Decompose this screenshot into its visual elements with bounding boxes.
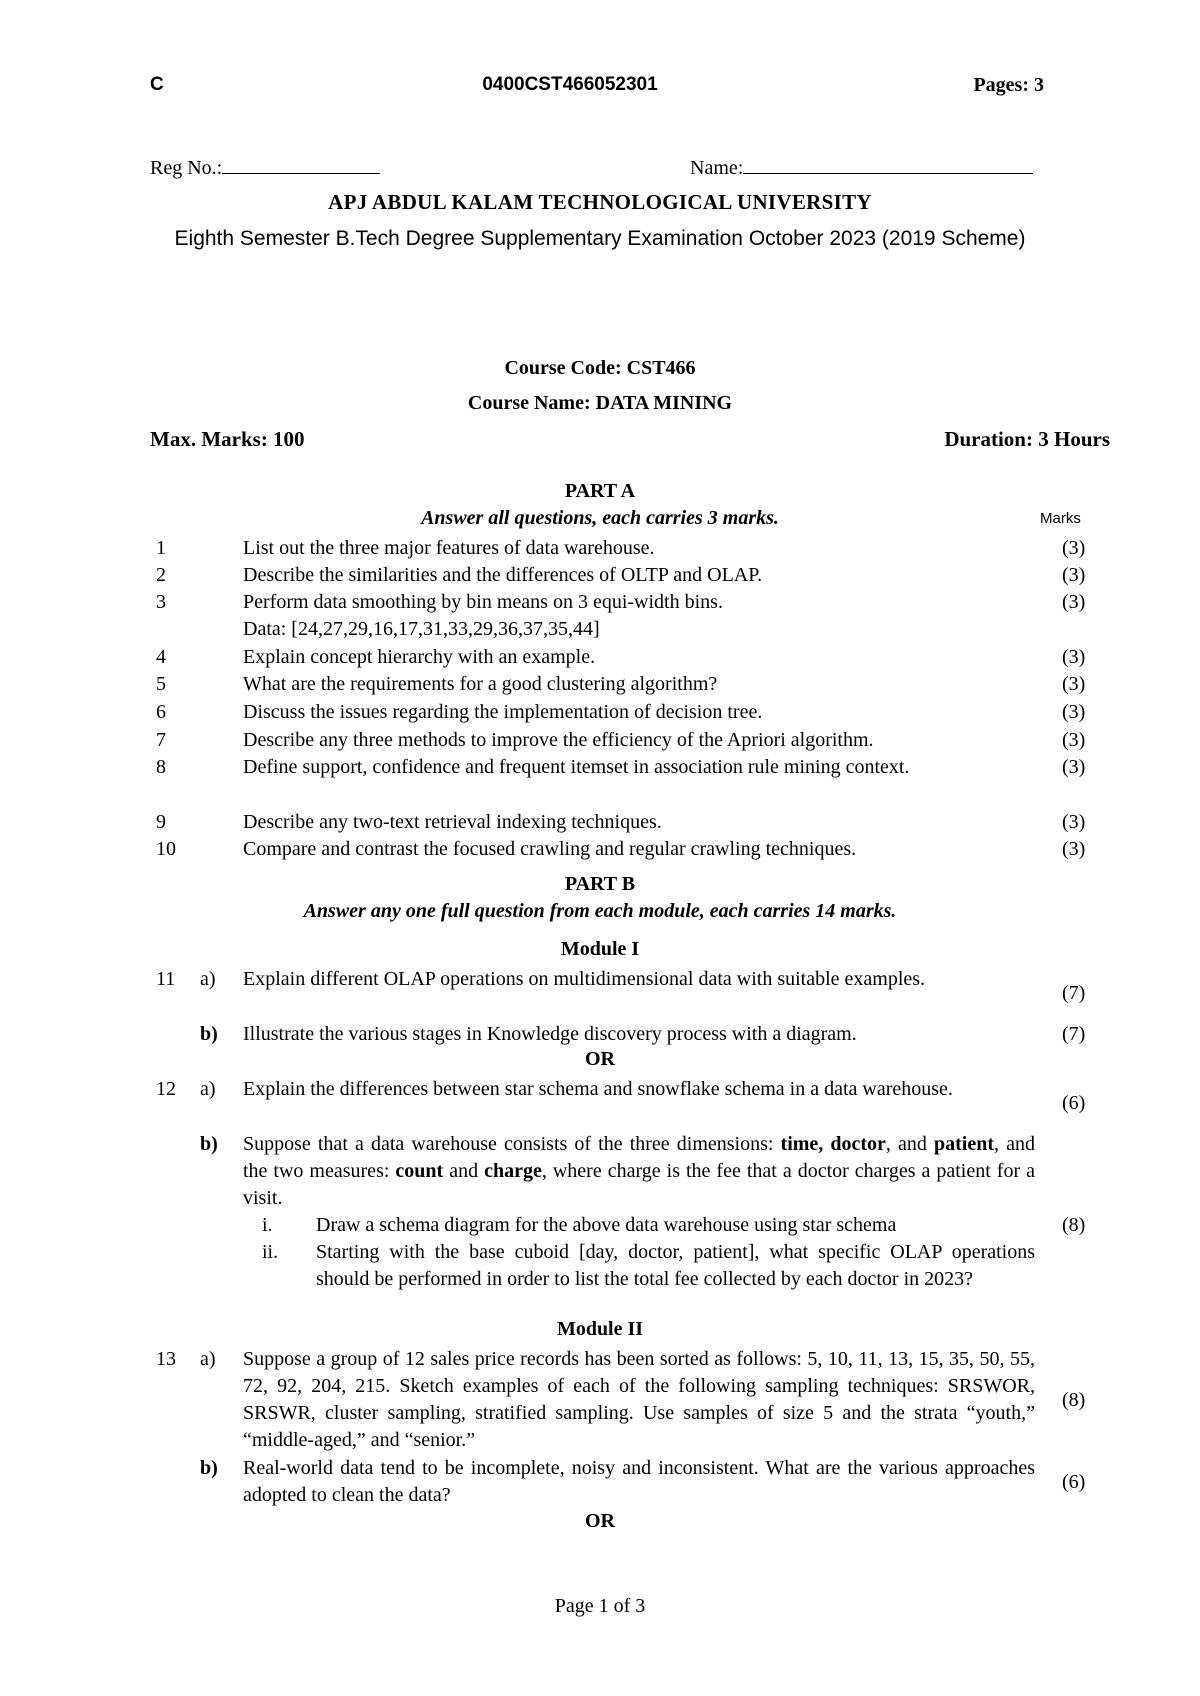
question-number: 9 (156, 811, 166, 833)
question-text: Define support, confidence and frequent itemset in association rule mining context. (243, 756, 910, 778)
question-text: Explain different OLAP operations on multidimensional data with suitable examples. (243, 968, 926, 990)
name-blank (743, 155, 1033, 174)
sub-label: a) (200, 968, 216, 990)
question-text: Suppose a group of 12 sales price records has been sorted as follows: 5, 10, 11, 13, 15, 35, 50, 55, 72, 92, 204, 215. Sketch examples of each of the following sampling techniques: SRSWOR, SRSWR, cluster sampling, stratified sampling. Use samples of size 5 and the strata “youth,” “middle-aged,” and “senior.” (243, 1348, 1035, 1451)
reg-no-field (150, 155, 380, 180)
sub-label: a) (200, 1348, 216, 1370)
question-number: 10 (156, 838, 176, 860)
question-marks: (3) (1062, 673, 1086, 695)
question-marks: (3) (1062, 537, 1086, 559)
marks-column-label: Marks (1040, 510, 1081, 527)
course-code: Course Code: CST466 (504, 357, 696, 379)
paper-code: 0400CST466052301 (482, 74, 658, 95)
question-number: 4 (156, 646, 166, 668)
part-b-title: PART B (564, 873, 636, 895)
question-text: Real-world data tend to be incomplete, noisy and inconsistent. What are the various approaches adopted to clean the data? (243, 1457, 1035, 1506)
question-marks: (3) (1062, 646, 1086, 668)
question-data-line: Data: [24,27,29,16,17,31,33,29,36,37,35,44] (243, 618, 600, 640)
exam-title: Eighth Semester B.Tech Degree Supplementary Examination October 2023 (2019 Scheme) (174, 227, 1026, 250)
question-number: 3 (156, 591, 166, 613)
module-1-heading: Module I (560, 938, 640, 960)
question-marks: (8) (1062, 1389, 1086, 1411)
question-text: Describe the similarities and the differences of OLTP and OLAP. (243, 564, 763, 586)
roman-label: ii. (262, 1241, 279, 1263)
question-marks: (3) (1062, 591, 1086, 613)
question-text: Explain concept hierarchy with an example. (243, 646, 596, 668)
question-number: 6 (156, 701, 166, 723)
course-name: Course Name: DATA MINING (467, 392, 733, 414)
question-number: 11 (156, 968, 176, 990)
question-marks: (6) (1062, 1471, 1086, 1493)
sub-label: b) (200, 1457, 218, 1479)
question-number: 13 (156, 1348, 176, 1370)
bold-term: time, doctor (780, 1133, 886, 1155)
part-a-instruction: Answer all questions, each carries 3 marks. (421, 507, 779, 529)
bold-term: count (395, 1160, 444, 1182)
bold-term: charge (484, 1160, 542, 1182)
question-text: Describe any three methods to improve the efficiency of the Apriori algorithm. (243, 729, 874, 751)
max-marks: Max. Marks: 100 (150, 427, 305, 451)
page-header (0, 74, 1200, 104)
question-marks: (3) (1062, 756, 1086, 778)
question-number: 1 (156, 537, 166, 559)
question-text: Suppose that a data warehouse consists of the three dimensions: time, doctor, and patient, and the two measures: count and charge, where charge is the fee that a doctor charges a patient for a visit. (243, 1133, 1035, 1209)
question-text: Discuss the issues regarding the implementation of decision tree. (243, 701, 763, 723)
part-b-instruction: Answer any one full question from each module, each carries 14 marks. (303, 900, 897, 922)
roman-label: i. (262, 1214, 273, 1236)
question-text: Illustrate the various stages in Knowledge discovery process with a diagram. (243, 1023, 857, 1045)
question-number: 5 (156, 673, 166, 695)
question-text: Draw a schema diagram for the above data warehouse using star schema (316, 1214, 897, 1236)
sub-label: a) (200, 1078, 216, 1100)
marks-duration-row (150, 427, 1110, 452)
reg-no-label: Reg No.: (150, 157, 223, 179)
module-2-heading: Module II (556, 1318, 644, 1340)
question-text: List out the three major features of data warehouse. (243, 537, 655, 559)
question-number: 7 (156, 729, 166, 751)
question-text-line1: Perform data smoothing by bin means on 3 equi-width bins. (243, 591, 723, 613)
question-number: 8 (156, 756, 166, 778)
question-marks: (3) (1062, 729, 1086, 751)
series-code: C (150, 74, 164, 95)
sub-label: b) (200, 1023, 218, 1045)
question-marks: (8) (1062, 1214, 1086, 1236)
question-text: Describe any two-text retrieval indexing techniques. (243, 811, 662, 833)
reg-no-blank (222, 155, 380, 174)
question-text: Compare and contrast the focused crawling and regular crawling techniques. (243, 838, 857, 860)
question-text: What are the requirements for a good clustering algorithm? (243, 673, 718, 695)
name-label: Name: (690, 157, 744, 179)
university-name: APJ ABDUL KALAM TECHNOLOGICAL UNIVERSITY (328, 190, 872, 214)
question-number: 2 (156, 564, 166, 586)
question-marks: (6) (1062, 1092, 1086, 1114)
or-separator: OR (585, 1510, 615, 1532)
bold-term: patient (934, 1133, 994, 1155)
or-separator: OR (585, 1048, 615, 1070)
page-count: Pages: 3 (973, 74, 1044, 96)
question-marks: (3) (1062, 564, 1086, 586)
part-a-title: PART A (564, 480, 636, 502)
duration: Duration: 3 Hours (944, 427, 1110, 451)
question-marks: (3) (1062, 811, 1086, 833)
sub-label: b) (200, 1133, 218, 1155)
name-field (690, 155, 1033, 180)
question-marks: (3) (1062, 701, 1086, 723)
page-footer: Page 1 of 3 (554, 1595, 646, 1617)
question-text: Starting with the base cuboid [day, doctor, patient], what specific OLAP operations should be performed in order to list the total fee collected by each doctor in 2023? (316, 1241, 1035, 1290)
question-number: 12 (156, 1078, 176, 1100)
question-text (243, 589, 1035, 643)
question-text: Explain the differences between star schema and snowflake schema in a data warehouse. (243, 1078, 953, 1100)
question-marks: (3) (1062, 838, 1086, 860)
question-marks: (7) (1062, 1023, 1086, 1045)
question-marks: (7) (1062, 982, 1086, 1004)
